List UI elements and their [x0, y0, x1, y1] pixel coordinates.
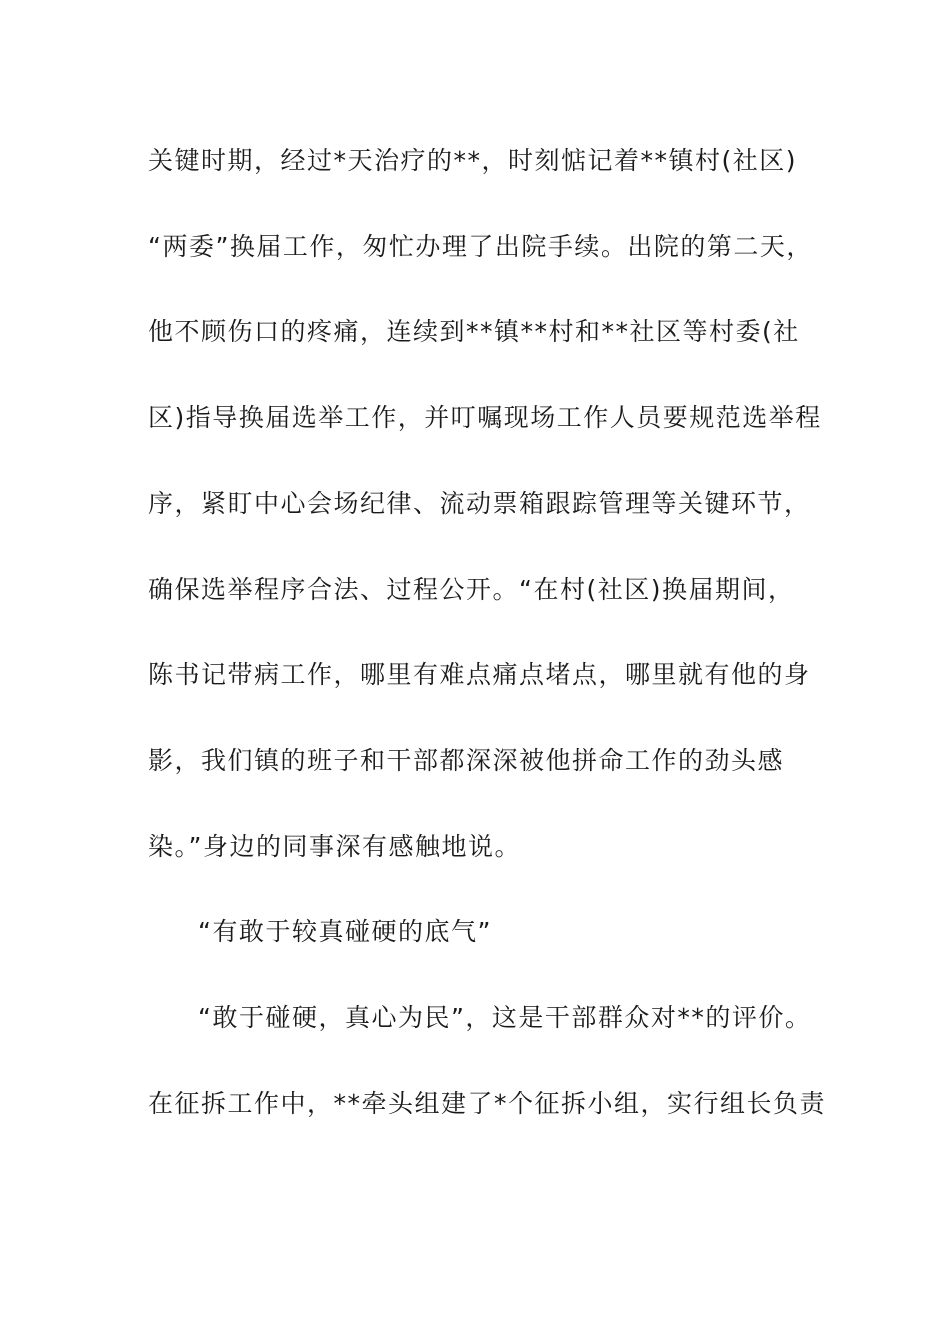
- paragraph-line: 影，我们镇的班子和干部都深深被他拼命工作的劲头感: [148, 746, 785, 775]
- paragraph-line: 陈书记带病工作，哪里有难点痛点堵点，哪里就有他的身: [148, 660, 811, 689]
- paragraph-line: 在征拆工作中，**牵头组建了*个征拆小组，实行组长负责: [148, 1089, 827, 1118]
- paragraph-line: 染。”身边的同事深有感触地说。: [148, 832, 521, 861]
- paragraph-line: 区)指导换届选举工作，并叮嘱现场工作人员要规范选举程: [148, 403, 822, 432]
- paragraph-line: “两委”换届工作，匆忙办理了出院手续。出院的第二天，: [148, 232, 813, 261]
- paragraph-line: “敢于碰硬，真心为民”，这是干部群众对**的评价。: [198, 1003, 812, 1032]
- section-heading: “有敢于较真碰硬的底气”: [198, 917, 492, 946]
- paragraph-line: 关键时期，经过*天治疗的**，时刻惦记着**镇村(社区): [148, 146, 798, 175]
- paragraph-line: 他不顾伤口的疼痛，连续到**镇**村和**社区等村委(社: [148, 317, 800, 346]
- paragraph-line: 确保选举程序合法、过程公开。“在村(社区)换届期间，: [148, 575, 795, 604]
- paragraph-line: 序，紧盯中心会场纪律、流动票箱跟踪管理等关键环节，: [148, 489, 811, 518]
